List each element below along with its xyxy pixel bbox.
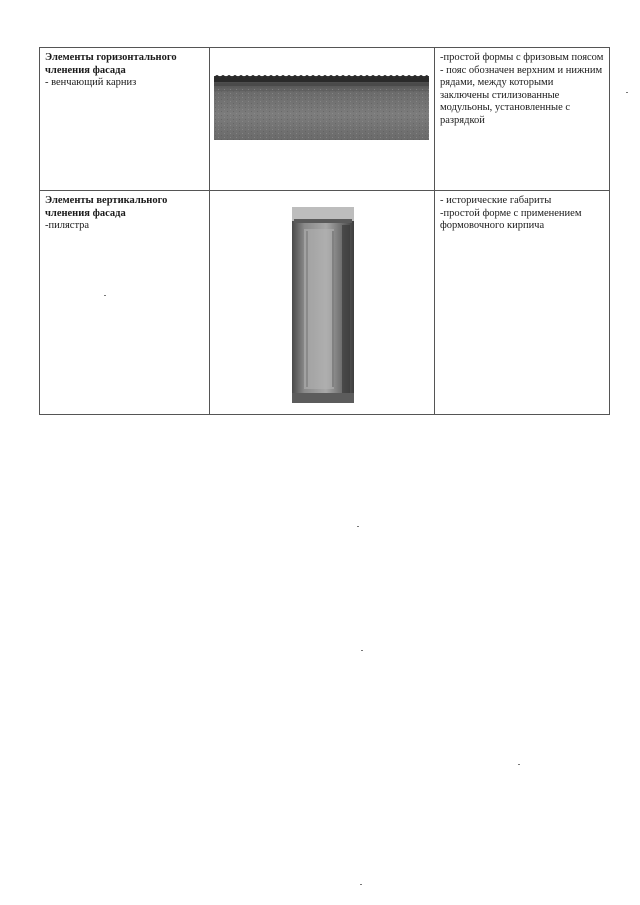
element-name-cell — [40, 48, 210, 191]
row-title: Элементы вертикального членения фасада — [45, 195, 168, 219]
table-row — [40, 191, 610, 415]
scan-speck — [626, 92, 628, 93]
scan-speck — [104, 295, 106, 296]
description-cell — [435, 48, 610, 191]
scan-speck — [518, 764, 520, 765]
scan-speck — [361, 650, 363, 651]
description-cell — [435, 191, 610, 415]
image-cell — [210, 48, 435, 191]
element-name-cell — [40, 191, 210, 415]
description-line: -простой форме с применением формовочного кирпича — [440, 207, 582, 231]
image-cell — [210, 191, 435, 415]
scan-speck — [357, 526, 359, 527]
pilaster-photo — [292, 207, 354, 403]
row-subtitle: - венчающий карниз — [45, 77, 137, 88]
table-row — [40, 48, 610, 191]
cornice-photo — [214, 70, 429, 140]
description-line: -простой формы с фризовым поясом — [440, 52, 604, 63]
scan-speck — [360, 884, 362, 885]
description-line: - исторические габариты — [440, 195, 552, 206]
facade-elements-table — [39, 47, 610, 415]
row-subtitle: -пилястра — [45, 220, 90, 231]
description-line: - пояс обозначен верхним и нижним рядами, между которыми заключены стилизованные модульоны, установленные с разрядкой — [440, 64, 603, 126]
row-title: Элементы горизонтального членения фасада — [45, 52, 177, 76]
